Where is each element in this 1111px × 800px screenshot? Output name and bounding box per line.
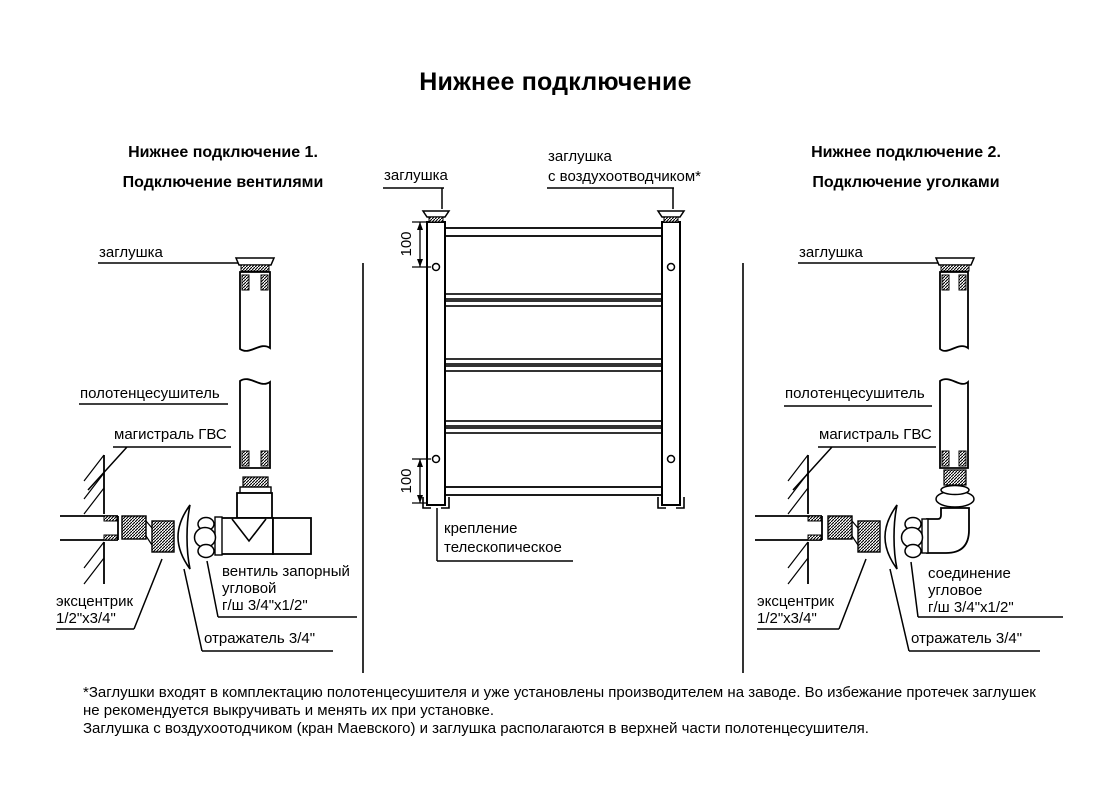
towel-rail-drawing <box>383 188 684 561</box>
angle-valve-icon <box>195 477 312 558</box>
label-hot-water-main-right: магистраль ГВС <box>819 426 932 443</box>
label-reflector-left: отражатель 3/4" <box>204 630 316 647</box>
dimension-bottom-value: 100 <box>398 468 415 494</box>
label-reflector-right: отражатель 3/4" <box>911 630 1023 647</box>
wall-hatch-icon <box>84 455 104 584</box>
wall-hatch-icon <box>788 455 808 584</box>
label-towel-rail-right: полотенцесушитель <box>785 385 925 402</box>
label-plug-center-left: заглушка <box>384 167 448 184</box>
label-plug-left: заглушка <box>99 244 163 261</box>
label-plug-right: заглушка <box>799 244 863 261</box>
rail-rungs <box>445 228 662 495</box>
footnote-line3: Заглушка с воздухоотодчиком (кран Маевского) и заглушка располагаются в верхней части полотенцесушителя. <box>83 720 869 737</box>
plug-cap-icon <box>236 258 274 271</box>
towel-rail-pipe-icon <box>940 272 968 468</box>
label-eccentric-left-line2: 1/2"x3/4" <box>56 610 116 627</box>
label-eccentric-left-line1: эксцентрик <box>56 593 134 610</box>
left-heading-line1: Нижнее подключение 1. <box>128 144 318 161</box>
eccentric-fitting-icon <box>828 516 880 552</box>
footnote-line2: не рекомендуется выкручивать и менять их при установке. <box>83 702 494 719</box>
footnote-line1: *Заглушки входят в комплектацию полотенцесушителя и уже установлены производителем на заводе. Во избежание протечек заглушек <box>83 684 1036 701</box>
label-valve-line1: вентиль запорный <box>222 563 350 580</box>
supply-pipe-icon <box>60 516 118 540</box>
label-hot-water-main-left: магистраль ГВС <box>114 426 227 443</box>
label-valve-line3: г/ш 3/4"x1/2" <box>222 597 308 614</box>
label-eccentric-right-line1: эксцентрик <box>757 593 835 610</box>
label-union-line2: угловое <box>928 582 983 599</box>
reflector-icon <box>885 505 897 569</box>
label-union-line1: соединение <box>928 565 1011 582</box>
reflector-icon <box>178 505 190 569</box>
eccentric-fitting-icon <box>122 516 174 552</box>
towel-rail-pipe-icon <box>240 272 270 468</box>
telescopic-brackets-icon <box>423 497 684 508</box>
plug-cap-icon <box>936 258 974 271</box>
elbow-union-icon <box>902 470 975 558</box>
left-heading-line2: Подключение вентилями <box>122 174 324 191</box>
right-heading-line1: Нижнее подключение 2. <box>811 144 1001 161</box>
supply-pipe-icon <box>755 516 822 540</box>
label-towel-rail-left: полотенцесушитель <box>80 385 220 402</box>
label-eccentric-right-line2: 1/2"x3/4" <box>757 610 817 627</box>
label-mount-line2: телескопическое <box>444 539 562 556</box>
label-union-line3: г/ш 3/4"x1/2" <box>928 599 1014 616</box>
label-mount-line1: крепление <box>444 520 518 537</box>
label-airvent-plug-line2: с воздухоотводчиком* <box>548 168 701 185</box>
label-valve-line2: угловой <box>222 580 277 597</box>
rail-plug-caps-icon <box>423 211 684 222</box>
dimension-top-value: 100 <box>398 231 415 257</box>
page-title: Нижнее подключение <box>419 68 692 96</box>
label-airvent-plug-line1: заглушка <box>548 148 612 165</box>
right-heading-line2: Подключение уголками <box>812 174 1000 191</box>
